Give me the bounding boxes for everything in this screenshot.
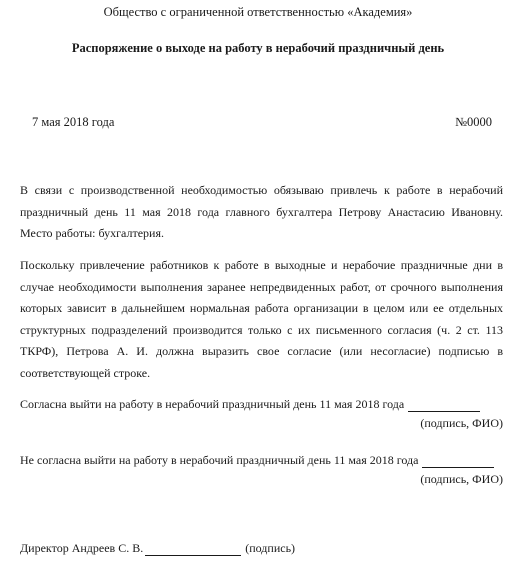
document-date: 7 мая 2018 года (32, 115, 115, 129)
document-title: Распоряжение о выходе на работу в нерабочий праздничный день (71, 41, 445, 55)
director-signature-label: (подпись) (245, 541, 296, 555)
consent-yes-line (20, 397, 503, 412)
consent-yes-signature-label: (подпись, ФИО) (420, 416, 503, 430)
director-label: Директор Андреев С. В. (20, 541, 144, 555)
consent-yes-text: Согласна выйти на работу в нерабочий праздничный день 11 мая 2018 года (20, 397, 405, 411)
consent-no-line (20, 453, 503, 468)
director-signature-line (20, 541, 295, 556)
consent-yes-signature-blank (408, 399, 480, 412)
document-number: №0000 (455, 115, 492, 129)
consent-no-text: Не согласна выйти на работу в нерабочий праздничный день 11 мая 2018 года (20, 453, 419, 467)
organization-name: Общество с ограниченной ответственностью «Академия» (103, 5, 413, 19)
director-signature-blank (145, 543, 241, 556)
order-paragraph: В связи с производственной необходимостью обязываю привлечь к работе в нерабочий праздничный день 11 мая 2018 года главного бухгалтера Петрову Анастасию Ивановну. Место работы: бухгалтерия. (20, 183, 503, 241)
consent-explanation-paragraph: Поскольку привлечение работников к работе в выходные и нерабочие праздничные дни в случае необходимости выполнения заранее непредвиденных работ, от срочного выполнения которых зависит в дальнейшем нормальная работа организации в целом или ее отдельных структурных подразделений производится только с их письменного согласия (ч. 2 ст. 113 ТКРФ), Петрова А. И. должна выразить свое согласие (или несогласие) подписью в соответствующей строке. (20, 258, 503, 380)
consent-no-signature-label: (подпись, ФИО) (420, 472, 503, 486)
consent-no-signature-blank (422, 455, 494, 468)
